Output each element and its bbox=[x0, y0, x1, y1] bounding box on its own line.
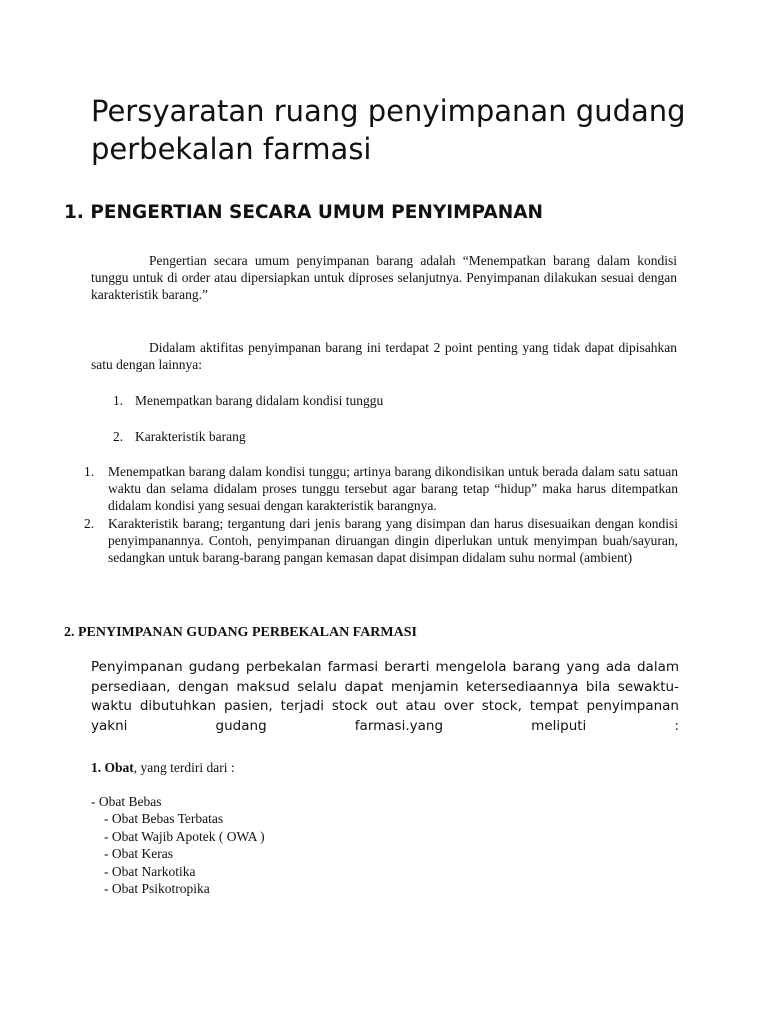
section-2-paragraph: Penyimpanan gudang perbekalan farmasi berarti mengelola barang yang ada dalam persediaan, dengan maksud selalu dapat menjamin ketersediaannya bila sewaktu-waktu dibutuhkan pasien, terjadi stock out atau over stock, tempat penyimpanan yakni gudang farmasi.yang meliputi : bbox=[91, 659, 679, 734]
detail-item-2 bbox=[84, 515, 678, 566]
obat-intro-text: , yang terdiri dari : bbox=[133, 760, 235, 775]
obat-intro bbox=[91, 759, 235, 776]
obat-item: - Obat Narkotika bbox=[104, 863, 196, 879]
obat-item-bebas: - Obat Bebas bbox=[91, 794, 162, 809]
obat-item: - Obat Bebas Terbatas bbox=[104, 811, 224, 826]
section-2-heading: 2. PENYIMPANAN GUDANG PERBEKALAN FARMASI bbox=[64, 625, 417, 640]
detail-text: Karakteristik barang; tergantung dari jenis barang yang disimpan dan harus disesuaikan dengan kondisi penyimpanannya. Contoh, penyimpanan diruangan dingin diperlukan untuk menyimpan buah/sayuran, sedangkan untuk barang-barang pangan kemasan dapat disimpan didalam suhu normal (ambient) bbox=[108, 516, 678, 565]
point-item-2 bbox=[113, 428, 673, 445]
detail-item-1 bbox=[84, 463, 678, 514]
detail-number: 1. bbox=[84, 464, 95, 479]
section-1-paragraph-1: Pengertian secara umum penyimpanan barang adalah “Menempatkan barang dalam kondisi tunggu untuk di order atau dipersiapkan untuk diproses selanjutnya. Penyimpanan dilakukan sesuai dengan karakteristik barang.” bbox=[91, 253, 677, 302]
point-number: 2. bbox=[113, 429, 124, 444]
section-1-paragraph-2: Didalam aktifitas penyimpanan barang ini terdapat 2 point penting yang tidak dapat dipisahkan satu dengan lainnya: bbox=[91, 340, 677, 372]
obat-item: - Obat Keras bbox=[104, 846, 173, 861]
detail-text: Menempatkan barang dalam kondisi tunggu; artinya barang dikondisikan untuk berada dalam satu satuan waktu dan selama didalam proses tunggu tersebut agar barang tetap “hidup” maka harus ditempatkan didalam kondisi yang sesuai dengan karakteristik barangnya. bbox=[108, 464, 678, 513]
document-title: Persyaratan ruang penyimpanan gudang perbekalan farmasi bbox=[91, 94, 686, 166]
obat-sub-list bbox=[104, 810, 265, 898]
section-1-heading: 1. PENGERTIAN SECARA UMUM PENYIMPANAN bbox=[64, 202, 543, 223]
point-text: Karakteristik barang bbox=[135, 429, 246, 444]
point-item-1 bbox=[113, 392, 673, 409]
detail-number: 2. bbox=[84, 516, 95, 531]
point-text: Menempatkan barang didalam kondisi tunggu bbox=[135, 393, 384, 408]
point-number: 1. bbox=[113, 393, 124, 408]
obat-item: - Obat Wajib Apotek ( OWA ) bbox=[104, 828, 265, 844]
detail-list bbox=[84, 463, 678, 567]
obat-item: - Obat Psikotropika bbox=[104, 881, 210, 896]
obat-label: 1. Obat bbox=[91, 760, 134, 775]
